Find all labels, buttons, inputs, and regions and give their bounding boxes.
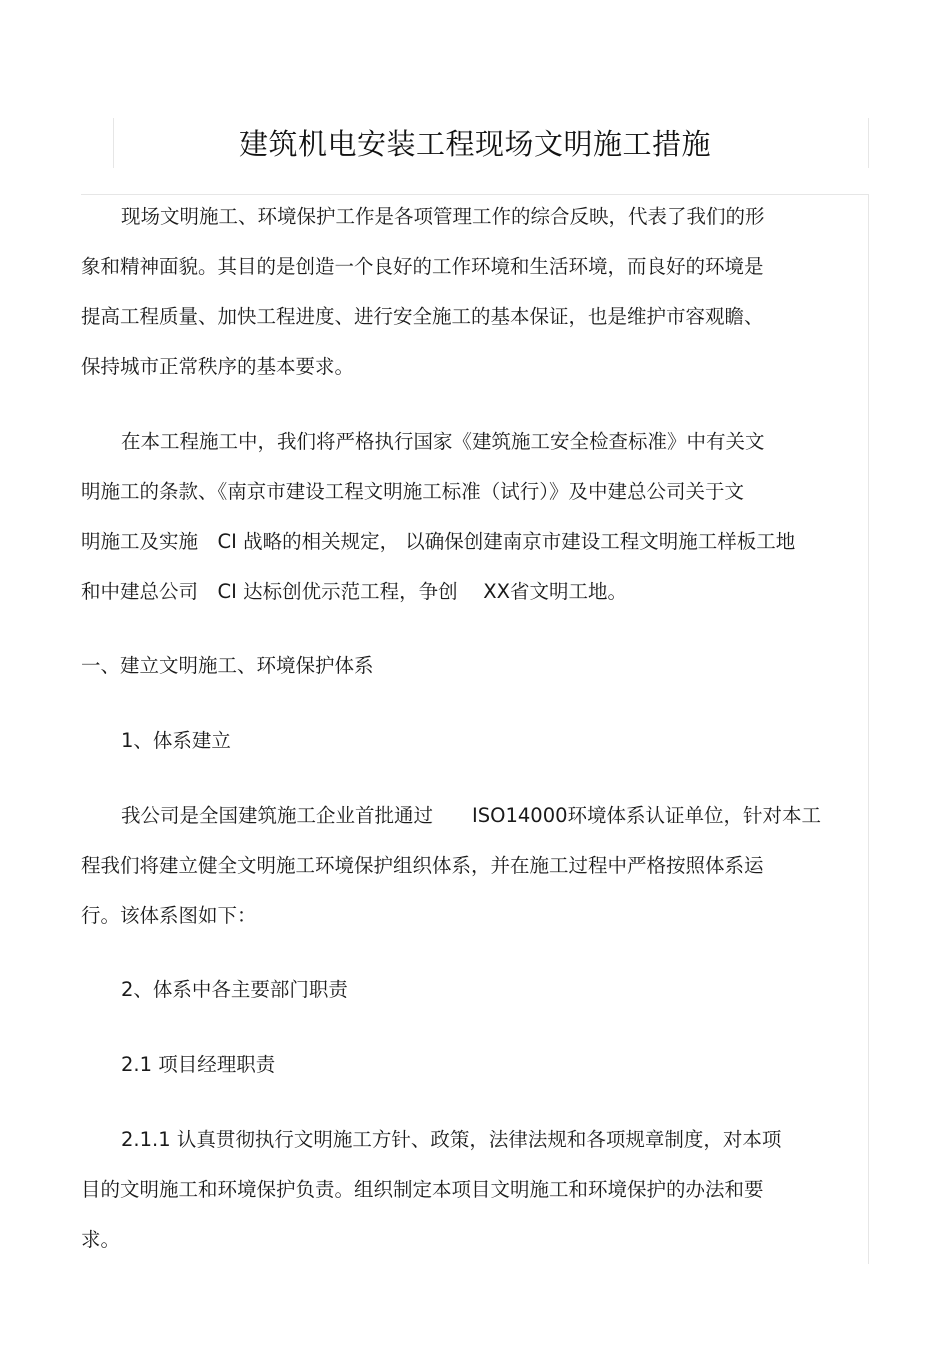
subheading-1: 1、体系建立 [121, 729, 231, 752]
paragraph-4-line-2: 目的文明施工和环境保护负责。组织制定本项目文明施工和环境保护的办法和要 [81, 1178, 764, 1201]
paragraph-4-line-3: 求。 [81, 1228, 121, 1251]
right-margin-rule [868, 194, 869, 1264]
subheading-2: 2、体系中各主要部门职责 [121, 978, 348, 1001]
paragraph-1-line-3: 提高工程质量、加快工程进度、进行安全施工的基本保证，也是维护市容观瞻、 [81, 305, 764, 328]
section-heading-1: 一、建立文明施工、环境保护体系 [81, 654, 374, 677]
paragraph-4-line-1: 2.1.1 认真贯彻执行文明施工方针、政策，法律法规和各项规章制度，对本项 [121, 1128, 782, 1151]
paragraph-2-line-4: 和中建总公司 CI 达标创优示范工程，争创 XX省文明工地。 [81, 580, 627, 603]
paragraph-1-line-4: 保持城市正常秩序的基本要求。 [81, 355, 355, 378]
paragraph-1-line-2: 象和精神面貌。其目的是创造一个良好的工作环境和生活环境，而良好的环境是 [81, 255, 764, 278]
page-title: 建筑机电安装工程现场文明施工措施 [238, 127, 711, 161]
paragraph-2-line-1: 在本工程施工中，我们将严格执行国家《建筑施工安全检查标准》中有关文 [121, 430, 765, 453]
paragraph-3-line-2: 程我们将建立健全文明施工环境保护组织体系，并在施工过程中严格按照体系运 [81, 854, 764, 877]
title-separator-rule [81, 194, 869, 195]
paragraph-2-line-2: 明施工的条款、《南京市建设工程文明施工标准（试行）》及中建总公司关于文 [81, 480, 745, 503]
paragraph-3-line-3: 行。该体系图如下： [81, 904, 257, 927]
paragraph-2-line-3: 明施工及实施 CI 战略的相关规定， 以确保创建南京市建设工程文明施工样板工地 [81, 530, 796, 553]
subheading-2-1: 2.1 项目经理职责 [121, 1053, 276, 1076]
paragraph-1-line-1: 现场文明施工、环境保护工作是各项管理工作的综合反映，代表了我们的形 [121, 205, 765, 228]
paragraph-3-line-1: 我公司是全国建筑施工企业首批通过 ISO14000环境体系认证单位，针对本工 [121, 804, 822, 827]
